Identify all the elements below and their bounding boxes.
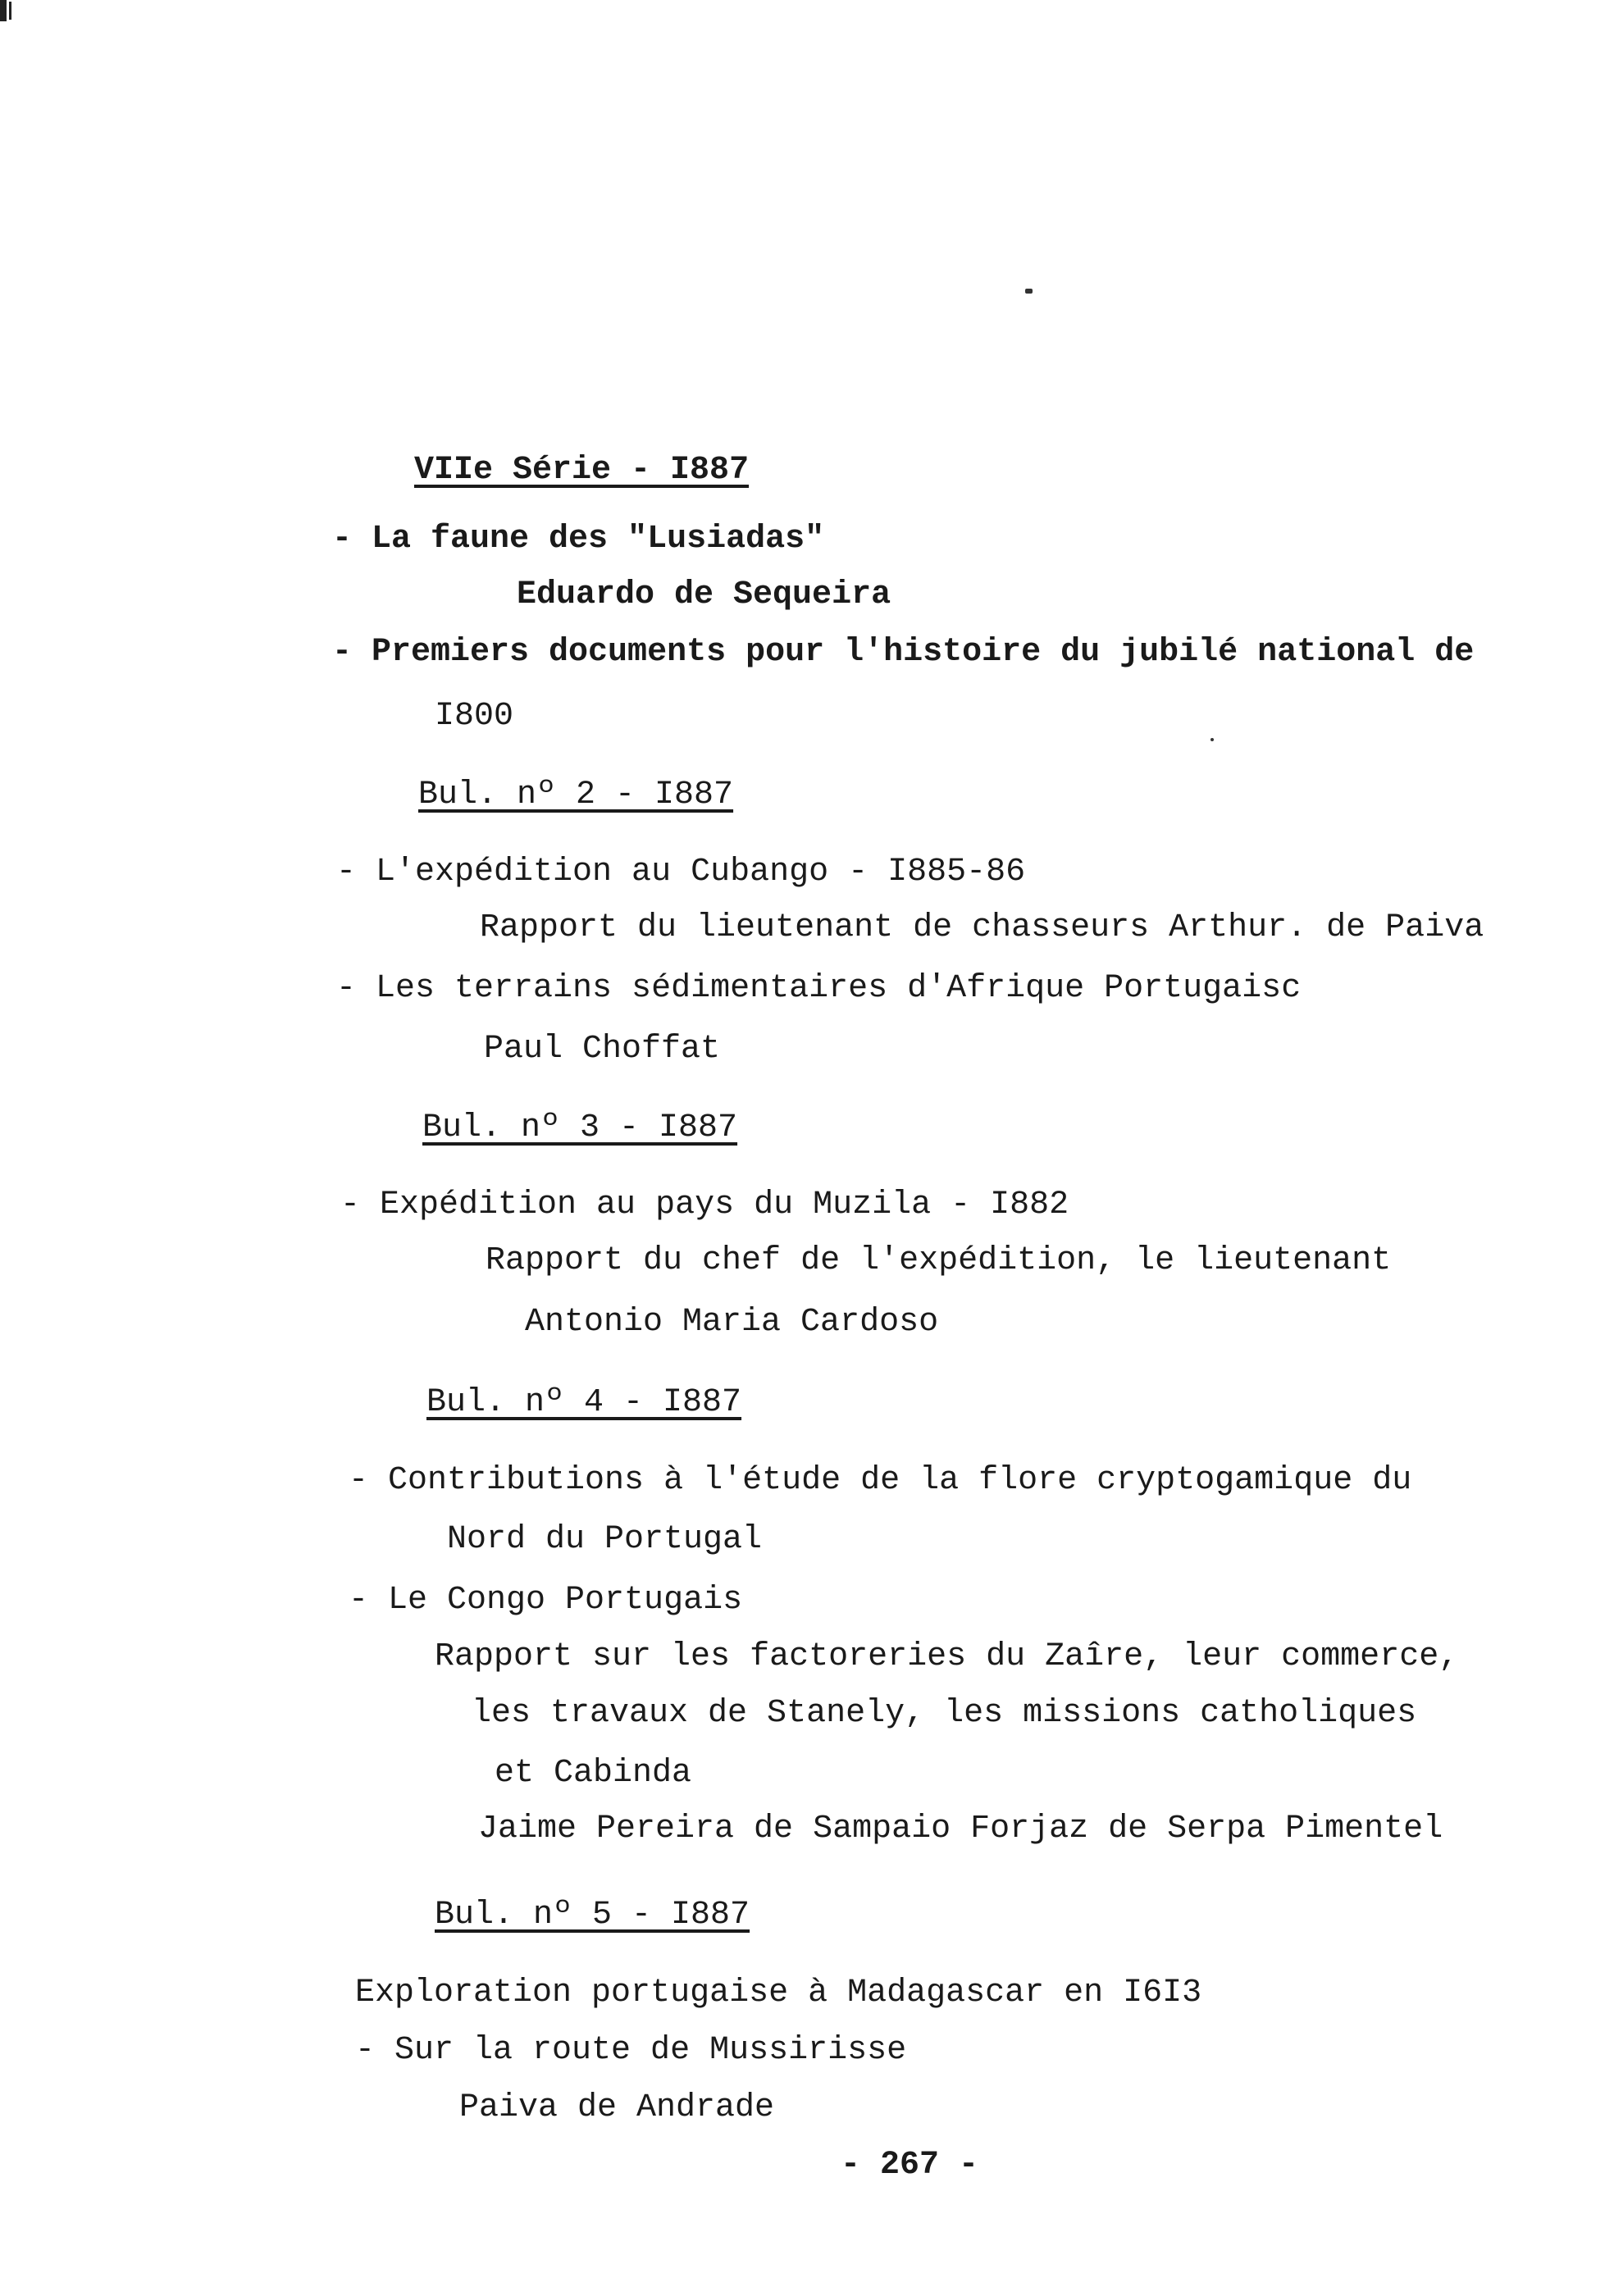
article-author: Paiva de Andrade — [459, 2089, 775, 2126]
article-subtitle: - Sur la route de Mussirisse — [355, 2032, 907, 2069]
article-title: - Contributions à l'étude de la flore cryptogamique du — [349, 1462, 1412, 1499]
article-title: - Expédition au pays du Muzila - I882 — [340, 1187, 1069, 1223]
article-author: Paul Choffat — [484, 1031, 721, 1068]
article-title: - Le Congo Portugais — [349, 1582, 743, 1619]
section-heading: Bul. nº 2 - I887 — [418, 777, 734, 813]
scan-edge-mark — [0, 0, 7, 21]
article-title-continuation: I800 — [435, 698, 514, 735]
page-number: - 267 - — [841, 2147, 979, 2184]
article-author: Eduardo de Sequeira — [517, 576, 891, 613]
section-heading: VIIe Série - I887 — [414, 452, 750, 489]
article-title: - L'expédition au Cubango - I885-86 — [336, 854, 1026, 891]
article-title: - Premiers documents pour l'histoire du jubilé national de — [332, 634, 1475, 671]
article-description: les travaux de Stanely, les missions catholiques — [472, 1695, 1417, 1732]
scan-edge-mark — [9, 2, 11, 20]
article-title: Exploration portugaise à Madagascar en I6I3 — [355, 1975, 1202, 2011]
article-author: Rapport du chef de l'expédition, le lieutenant — [486, 1242, 1392, 1279]
article-title: - La faune des "Lusiadas" — [332, 521, 825, 558]
ink-speck — [1210, 738, 1214, 741]
section-heading: Bul. nº 4 - I887 — [426, 1384, 742, 1421]
ink-speck — [1025, 289, 1033, 294]
article-author: Rapport du lieutenant de chasseurs Arthur. de Paiva — [480, 909, 1484, 946]
article-author-continuation: Antonio Maria Cardoso — [525, 1304, 939, 1341]
article-title-continuation: Nord du Portugal — [447, 1521, 763, 1558]
article-title: - Les terrains sédimentaires d'Afrique Portugaisc — [336, 970, 1302, 1007]
section-heading: Bul. nº 3 - I887 — [422, 1109, 738, 1146]
section-heading: Bul. nº 5 - I887 — [435, 1897, 750, 1934]
article-description: Rapport sur les factoreries du Zaîre, leur commerce, — [435, 1638, 1459, 1675]
article-author: Jaime Pereira de Sampaio Forjaz de Serpa Pimentel — [478, 1811, 1443, 1847]
article-description: et Cabinda — [495, 1755, 692, 1792]
